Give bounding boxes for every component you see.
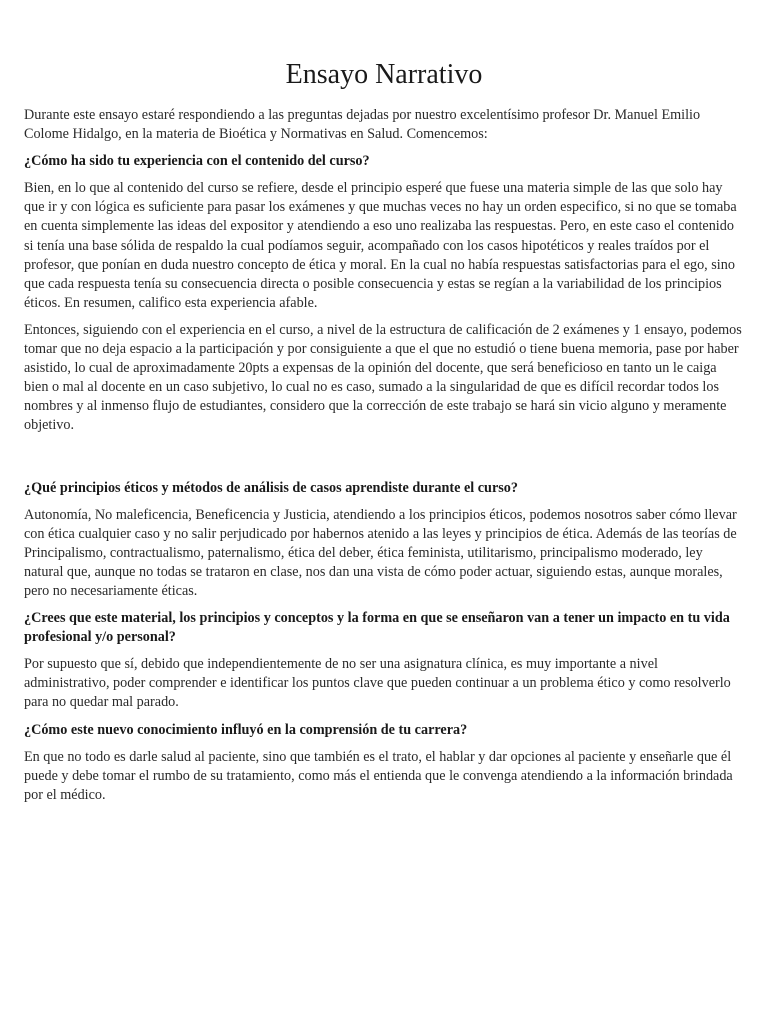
answer-experience-paragraph-2: Entonces, siguiendo con el experiencia en el curso, a nivel de la estructura de calificación de 2 exámenes y 1 ensayo, podemos tomar que no deja espacio a la participación y por consiguiente a que el que no estudió o tiene buena memoria, pase por haber asistido, lo cual de aproximadamente 20pts a expensas de la opinión del docente, que será beneficioso en tanto un le caiga bien o mal al docente en un caso subjetivo, lo cual no es caso, sumado a la singularidad de que es difícil recordar todos los nombres y al inmenso flujo de estudiantes, considero que la corrección de este trabajo se hará sin vicio alguno y meramente objetivo. bbox=[24, 321, 742, 434]
answer-ethical-principles: Autonomía, No maleficencia, Beneficencia y Justicia, atendiendo a los principios éticos, podemos nosotros saber cómo llevar con ética cualquier caso y no salir perjudicado por habernos atenido a las leyes y principios de ética. Además de las teorías de Principalismo, contractualismo, paternalismo, ética del deber, ética feminista, utilitarismo, principalismo moderado, ley natural que, aunque no todas se trataron en clase, nos dan una vista de cómo poder actuar, siguiendo estas, aunque morales, pero no necesariamente éticas. bbox=[24, 506, 737, 599]
question-ethical-principles: ¿Qué principios éticos y métodos de análisis de casos aprendiste durante el curso? bbox=[24, 479, 518, 496]
answer-professional-impact: Por supuesto que sí, debido que independientemente de no ser una asignatura clínica, es muy importante a nivel administrativo, poder comprender e identificar los puntos clave que pueden continuar a un problema ético y como resolverlo para no quedar mal parado. bbox=[24, 656, 731, 711]
answer-experience-paragraph-1: Bien, en lo que al contenido del curso se refiere, desde el principio esperé que fuese una materia simple de las que solo hay que ir y con lógica es suficiente para pasar los exámenes y que muchas veces no hay un orden especifico, si no que se tomaba en cuenta simplemente las ideas del expositor y atendiendo a eso uno realizaba las respuestas. Pero, en este caso el contenido si tenía una base sólida de respaldo la cual podíamos seguir, acompañado con los casos hipotéticos y reales traídos por el profesor, que ponían en duda nuestro concepto de ética y moral. En la cual no había respuestas satisfactorias para el ego, sino que cada respuesta tenía su consecuencia directa o posible consecuencia y estas se regían a la variabilidad de los principios éticos. En resumen, califico esta experiencia afable. bbox=[24, 180, 737, 311]
question-career-understanding: ¿Cómo este nuevo conocimiento influyó en la comprensión de tu carrera? bbox=[24, 721, 468, 738]
question-experience: ¿Cómo ha sido tu experiencia con el contenido del curso? bbox=[24, 153, 370, 170]
answer-career-understanding: En que no todo es darle salud al paciente, sino que también es el trato, el hablar y dar opciones al paciente y enseñarle que él puede y debe tomar el rumbo de su tratamiento, como más el entienda que le convenga atendiendo a la información brindada por el médico. bbox=[24, 748, 733, 803]
question-professional-impact: ¿Crees que este material, los principios y conceptos y la forma en que se enseñaron van a tener un impacto en tu vida profesional y/o personal? bbox=[24, 610, 730, 646]
intro-paragraph: Durante este ensayo estaré respondiendo a las preguntas dejadas por nuestro excelentísimo profesor Dr. Manuel Emilio Colome Hidalgo, en la materia de Bioética y Normativas en Salud. Comencemos: bbox=[24, 107, 701, 143]
section-spacer bbox=[24, 444, 744, 479]
document-title: Ensayo Narrativo bbox=[285, 59, 483, 90]
